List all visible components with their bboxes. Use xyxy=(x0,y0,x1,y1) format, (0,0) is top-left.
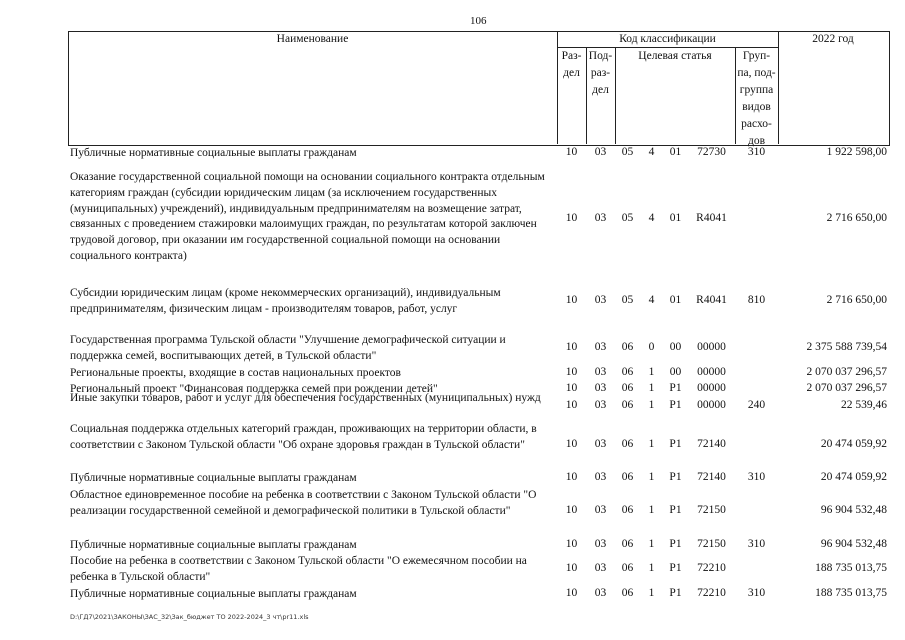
table-row xyxy=(0,333,905,365)
row-cs2: 1 xyxy=(648,382,655,394)
row-name: Пособие на ребенка в соответствии с Законом Тульской области "О ежемесячном пособии на ребенка в Тульской области" xyxy=(70,555,527,583)
row-name: Иные закупки товаров, работ и услуг для обеспечения государственных (муниципальных) нужд xyxy=(70,392,541,404)
table-row xyxy=(0,488,905,536)
row-cs3: P1 xyxy=(669,438,682,450)
row-name: Публичные нормативные социальные выплаты гражданам xyxy=(70,588,357,600)
row-podrazdel: 03 xyxy=(594,538,607,550)
row-cs2: 1 xyxy=(648,562,655,574)
row-cs1: 06 xyxy=(621,587,634,599)
row-razdel: 10 xyxy=(565,341,578,353)
row-amount: 2 070 037 296,57 xyxy=(806,382,887,394)
table-row xyxy=(0,538,905,554)
row-cs3: P1 xyxy=(669,538,682,550)
row-cs4: R4041 xyxy=(696,212,727,224)
row-cs3: 01 xyxy=(669,212,682,224)
row-podrazdel: 03 xyxy=(594,294,607,306)
row-cs1: 06 xyxy=(621,438,634,450)
row-podrazdel: 03 xyxy=(594,146,607,158)
row-cs4: 00000 xyxy=(697,341,726,353)
row-cs2: 4 xyxy=(648,294,655,306)
row-name: Региональный проект "Финансовая поддержка семей при рождении детей" xyxy=(70,383,438,395)
row-razdel: 10 xyxy=(565,587,578,599)
row-name: Оказание государственной социальной помощи на основании социального контракта отдельным категориям граждан (субсидии юридическим лицам (за исключением государственных (муниципальных) учреждений), индивидуальным предпринимателям на возмещение затрат, связанных с проведением стажировки малоимущих граждан, по результатам которой заключен трудовой договор, при оказании им государственной социальной помощи на основании социального контракта) xyxy=(70,171,545,262)
row-podrazdel: 03 xyxy=(594,399,607,411)
row-name: Субсидии юридическим лицам (кроме некоммерческих организаций), индивидуальным предпринимателям, физическим лицам - производителям товаров, работ, услуг xyxy=(70,287,501,315)
row-cs4: 72150 xyxy=(697,538,726,550)
row-podrazdel: 03 xyxy=(594,366,607,378)
header-section: Раз- дел xyxy=(561,50,582,79)
row-cs2: 1 xyxy=(648,587,655,599)
row-amount: 2 070 037 296,57 xyxy=(806,366,887,378)
row-cs1: 06 xyxy=(621,538,634,550)
row-podrazdel: 03 xyxy=(594,587,607,599)
row-cs4: 72210 xyxy=(697,562,726,574)
row-cs1: 05 xyxy=(621,146,634,158)
row-cs2: 4 xyxy=(648,146,655,158)
row-cs3: P1 xyxy=(669,382,682,394)
row-amount: 20 474 059,92 xyxy=(820,438,887,450)
table-row xyxy=(0,391,905,423)
row-vid: 310 xyxy=(747,471,766,483)
row-cs4: 72730 xyxy=(697,146,726,158)
row-amount: 1 922 598,00 xyxy=(826,146,887,158)
row-cs4: 72210 xyxy=(697,587,726,599)
table-row xyxy=(0,587,905,603)
row-vid: 810 xyxy=(747,294,766,306)
row-podrazdel: 03 xyxy=(594,562,607,574)
row-cs4: 72140 xyxy=(697,438,726,450)
row-razdel: 10 xyxy=(565,382,578,394)
row-cs3: P1 xyxy=(669,562,682,574)
row-cs3: P1 xyxy=(669,504,682,516)
row-cs4: R4041 xyxy=(696,294,727,306)
row-cs4: 00000 xyxy=(697,382,726,394)
row-cs3: 00 xyxy=(669,341,682,353)
row-cs1: 06 xyxy=(621,504,634,516)
row-cs1: 06 xyxy=(621,341,634,353)
row-razdel: 10 xyxy=(565,294,578,306)
row-podrazdel: 03 xyxy=(594,504,607,516)
row-vid: 310 xyxy=(747,538,766,550)
row-cs2: 1 xyxy=(648,438,655,450)
table-row xyxy=(0,146,905,162)
row-vid: 310 xyxy=(747,587,766,599)
row-cs1: 06 xyxy=(621,471,634,483)
row-amount: 96 904 532,48 xyxy=(820,504,887,516)
row-cs3: P1 xyxy=(669,587,682,599)
row-cs4: 72140 xyxy=(697,471,726,483)
row-cs2: 1 xyxy=(648,366,655,378)
row-vid: 310 xyxy=(747,146,766,158)
row-podrazdel: 03 xyxy=(594,341,607,353)
row-cs4: 00000 xyxy=(697,399,726,411)
row-name: Публичные нормативные социальные выплаты гражданам xyxy=(70,147,357,159)
header-expense-group: Груп- па, под- группа видов расхо- дов xyxy=(737,50,776,147)
row-cs2: 1 xyxy=(648,538,655,550)
row-razdel: 10 xyxy=(565,366,578,378)
row-vid: 240 xyxy=(747,399,766,411)
row-cs3: P1 xyxy=(669,399,682,411)
row-cs2: 0 xyxy=(648,341,655,353)
row-amount: 2 716 650,00 xyxy=(826,212,887,224)
row-razdel: 10 xyxy=(565,212,578,224)
row-name: Региональные проекты, входящие в состав национальных проектов xyxy=(70,367,401,379)
row-razdel: 10 xyxy=(565,562,578,574)
row-name: Социальная поддержка отдельных категорий граждан, проживающих на территории области, в соответствии с Законом Тульской области "Об охране здоровья граждан в Тульской области" xyxy=(70,423,537,451)
row-podrazdel: 03 xyxy=(594,438,607,450)
header-subsection: Под- раз- дел xyxy=(588,50,613,96)
row-name: Государственная программа Тульской области "Улучшение демографической ситуации и поддержка семей, воспитывающих детей, в Тульской области" xyxy=(70,334,506,362)
row-cs2: 4 xyxy=(648,212,655,224)
row-razdel: 10 xyxy=(565,504,578,516)
row-amount: 20 474 059,92 xyxy=(820,471,887,483)
row-podrazdel: 03 xyxy=(594,212,607,224)
row-name: Публичные нормативные социальные выплаты гражданам xyxy=(70,539,357,551)
row-cs2: 1 xyxy=(648,471,655,483)
row-cs4: 72150 xyxy=(697,504,726,516)
header-year: 2022 год xyxy=(812,33,854,45)
row-name: Областное единовременное пособие на ребенка в соответствии с Законом Тульской области "О реализации государственной семейной и демографической политики в Тульской области" xyxy=(70,489,537,517)
row-cs3: 01 xyxy=(669,146,682,158)
row-cs3: 00 xyxy=(669,366,682,378)
row-amount: 188 735 013,75 xyxy=(815,587,887,599)
header-name: Наименование xyxy=(276,33,349,45)
row-cs3: P1 xyxy=(669,471,682,483)
row-podrazdel: 03 xyxy=(594,382,607,394)
row-razdel: 10 xyxy=(565,438,578,450)
table-row xyxy=(0,286,905,318)
row-razdel: 10 xyxy=(565,538,578,550)
header-target-item: Целевая статья xyxy=(638,50,712,62)
row-cs3: 01 xyxy=(669,294,682,306)
row-cs1: 06 xyxy=(621,562,634,574)
table-row xyxy=(0,471,905,487)
header-code-group: Код классификации xyxy=(619,33,716,45)
row-amount: 96 904 532,48 xyxy=(820,538,887,550)
table-row xyxy=(0,366,905,382)
row-razdel: 10 xyxy=(565,471,578,483)
table-row xyxy=(0,170,905,270)
table-row xyxy=(0,554,905,586)
row-cs1: 05 xyxy=(621,294,634,306)
row-cs4: 00000 xyxy=(697,366,726,378)
row-amount: 22 539,46 xyxy=(841,399,887,411)
row-cs1: 06 xyxy=(621,399,634,411)
row-cs1: 05 xyxy=(621,212,634,224)
row-cs1: 06 xyxy=(621,382,634,394)
file-path-footer: D:\ГД7\2021\ЗАКОНЫ\ЗАС_32\Зак_бюджет ТО 2022-2024_3 чт\pr11.xls xyxy=(70,613,309,621)
row-amount: 2 375 588 739,54 xyxy=(806,341,887,353)
row-cs2: 1 xyxy=(648,399,655,411)
row-amount: 2 716 650,00 xyxy=(826,294,887,306)
row-podrazdel: 03 xyxy=(594,471,607,483)
row-amount: 188 735 013,75 xyxy=(815,562,887,574)
table-row xyxy=(0,422,905,470)
row-name: Публичные нормативные социальные выплаты гражданам xyxy=(70,472,357,484)
row-razdel: 10 xyxy=(565,146,578,158)
row-cs1: 06 xyxy=(621,366,634,378)
row-razdel: 10 xyxy=(565,399,578,411)
row-cs2: 1 xyxy=(648,504,655,516)
page-number: 106 xyxy=(470,15,487,27)
